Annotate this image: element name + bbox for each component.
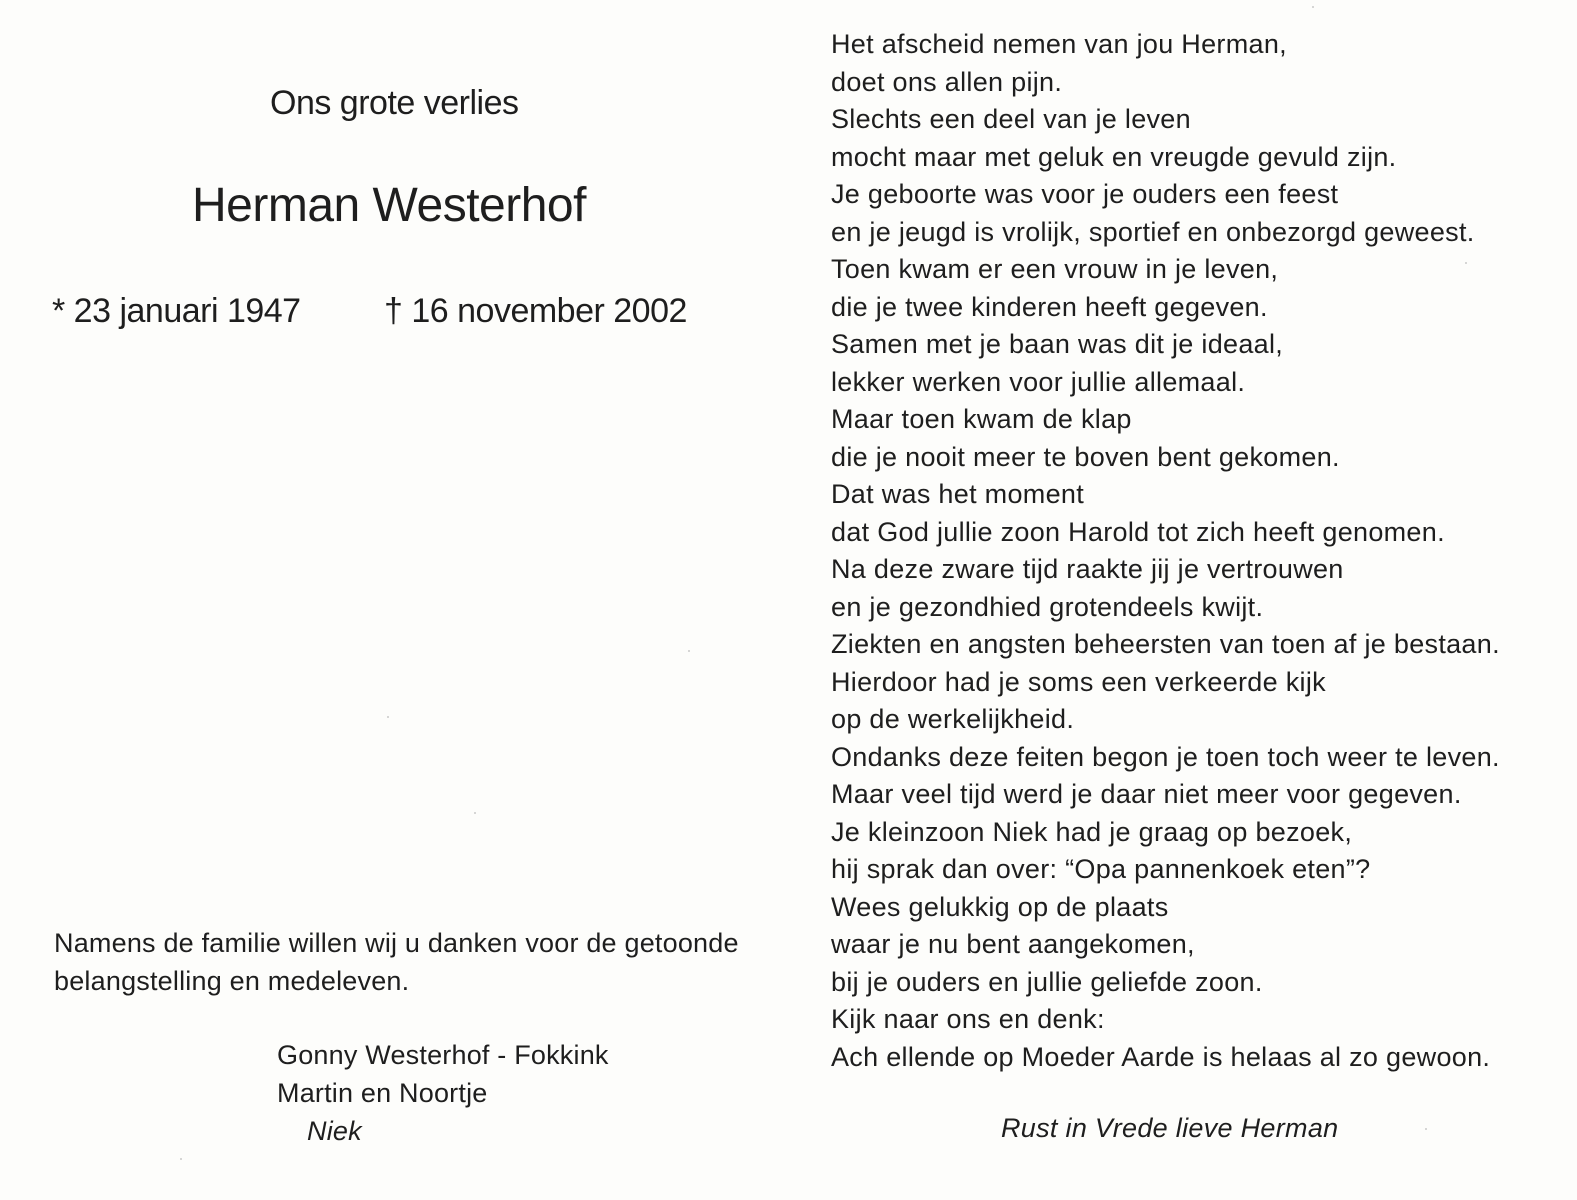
birth-date: * 23 januari 1947 [52,292,301,330]
poem-line: Wees gelukkig op de plaats [831,891,1169,922]
poem-line: die je twee kinderen heeft gegeven. [831,291,1268,322]
heading: Ons grote verlies [270,84,519,122]
signature-line: Martin en Noortje [277,1078,488,1108]
signature-line: Gonny Westerhof - Fokkink [277,1040,609,1070]
right-panel [790,0,1577,1200]
poem-line: op de werkelijkheid. [831,704,1075,734]
closing-line: Rust in Vrede lieve Herman [1001,1113,1339,1143]
poem-line: Hierdoor had je soms een verkeerde kijk [831,666,1326,697]
poem-line: hij sprak dan over: “Opa pannenkoek eten”? [831,854,1371,884]
poem-line: en je gezondhied grotendeels kwijt. [831,591,1264,622]
thanks-text [54,924,754,1000]
poem-line: bij je ouders en jullie geliefde zoon. [831,966,1263,997]
poem-line: Na deze zware tijd raakte jij je vertrouwen [831,554,1344,584]
poem-line: en je jeugd is vrolijk, sportief en onbezorgd geweest. [831,216,1475,247]
paper-speck [1425,1128,1427,1130]
thanks-line: Namens de familie willen wij u danken voor de getoonde [54,928,739,958]
poem-line: Je kleinzoon Niek had je graag op bezoek, [831,816,1353,847]
poem-line: doet ons allen pijn. [831,66,1063,97]
poem [831,26,1500,1076]
poem-line: die je nooit meer te boven bent gekomen. [831,441,1340,472]
deceased-name: Herman Westerhof [192,179,586,232]
paper-speck [474,812,476,814]
poem-line: Kijk naar ons en denk: [831,1004,1105,1034]
poem-line: Je geboorte was voor je ouders een feest [831,179,1339,209]
poem-line: lekker werken voor jullie allemaal. [831,366,1246,397]
poem-line: Ziekten en angsten beheersten van toen af je bestaan. [831,629,1500,659]
poem-line: Maar toen kwam de klap [831,404,1132,434]
poem-line: Ach ellende op Moeder Aarde is helaas al zo gewoon. [831,1041,1491,1072]
poem-line: mocht maar met geluk en vreugde gevuld zijn. [831,141,1397,172]
paper-speck [387,716,389,718]
poem-line: Ondanks deze feiten begon je toen toch weer te leven. [831,741,1500,772]
paper-speck [1312,6,1314,8]
thanks-line: belangstelling en medeleven. [54,966,410,996]
poem-line: Slechts een deel van je leven [831,104,1191,134]
grandchild-name: Niek [307,1116,362,1146]
paper-speck [688,650,690,652]
poem-line: Samen met je baan was dit je ideaal, [831,329,1284,359]
paper-speck [1465,262,1467,264]
death-date: † 16 november 2002 [384,292,687,330]
poem-line: dat God jullie zoon Harold tot zich heeft genomen. [831,516,1445,547]
poem-line: waar je nu bent aangekomen, [831,929,1195,959]
poem-line: Dat was het moment [831,479,1085,509]
poem-line: Toen kwam er een vrouw in je leven, [831,254,1279,284]
signatures [277,1036,609,1150]
poem-line: Maar veel tijd werd je daar niet meer voor gegeven. [831,779,1462,809]
poem-line: Het afscheid nemen van jou Herman, [831,29,1287,59]
paper-speck [180,1158,182,1160]
